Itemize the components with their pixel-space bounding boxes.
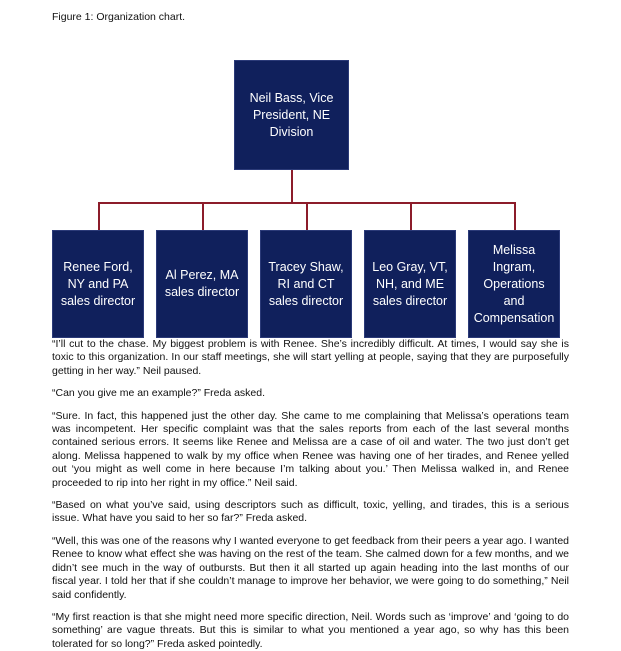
connector-drop-4 xyxy=(514,202,516,230)
paragraph: “Based on what you’ve said, using descriptors such as difficult, toxic, yelling, and tirades, this is a serious issue. What have you said to her so far?” Freda asked. xyxy=(52,499,569,525)
org-node-melissa-ingram: Melissa Ingram, Operations and Compensation xyxy=(468,230,560,338)
paragraph: “My first reaction is that she might need more specific direction, Neil. Words such as ‘improve’ and ‘going to do something’ are vague threats. But this is similar to what you mentioned a year ago, so why has this been tolerated for so long?” Freda asked pointedly. xyxy=(52,610,569,650)
connector-drop-1 xyxy=(202,202,204,230)
paragraph: “Sure. In fact, this happened just the other day. She came to me complaining that Melissa’s operations team was incompetent. Her specific complaint was that the sales reports from each of the last several months contained serious errors. It seems like Renee and Melissa are a case of oil and water. The two just don’t get along. Melissa happened to walk by my office when Renee was having one of her tirades, and Renee yelled out ‘you might as well come in here because I’m talking about you.’ Then Melissa walked in, and Renee proceeded to rip into her right in my office.” Neil said. xyxy=(52,409,569,489)
connector-drop-0 xyxy=(98,202,100,230)
org-node-leo-gray: Leo Gray, VT, NH, and ME sales director xyxy=(364,230,456,338)
paragraph: “I’ll cut to the chase. My biggest problem is with Renee. She’s incredibly difficult. At times, I would say she is toxic to this organization. In our staff meetings, she will start yelling at people, saying that they are purposefully getting in her way.” Neil paused. xyxy=(52,338,569,377)
paragraph: “Well, this was one of the reasons why I wanted everyone to get feedback from their peers a year ago. I wanted Renee to know what effect she was having on the rest of the team. She calmed down for a few months, and we didn’t see much in the way of outbursts. But then it all started up again heading into the last months of our fiscal year. I told her that if she couldn’t manage to improve her behavior, we were going to do something,” Neil said confidently. xyxy=(52,534,569,601)
org-node-tracey-shaw: Tracey Shaw, RI and CT sales director xyxy=(260,230,352,338)
connector-drop-3 xyxy=(410,202,412,230)
org-node-renee-ford: Renee Ford, NY and PA sales director xyxy=(52,230,144,338)
connector-root-stem xyxy=(291,170,293,203)
org-node-root: Neil Bass, Vice President, NE Division xyxy=(234,60,349,170)
organization-chart xyxy=(52,34,569,324)
org-node-al-perez: Al Perez, MA sales director xyxy=(156,230,248,338)
connector-drop-2 xyxy=(306,202,308,230)
body-text xyxy=(52,338,569,651)
figure-caption: Figure 1: Organization chart. xyxy=(52,11,186,23)
paragraph: “Can you give me an example?” Freda asked. xyxy=(52,387,266,400)
